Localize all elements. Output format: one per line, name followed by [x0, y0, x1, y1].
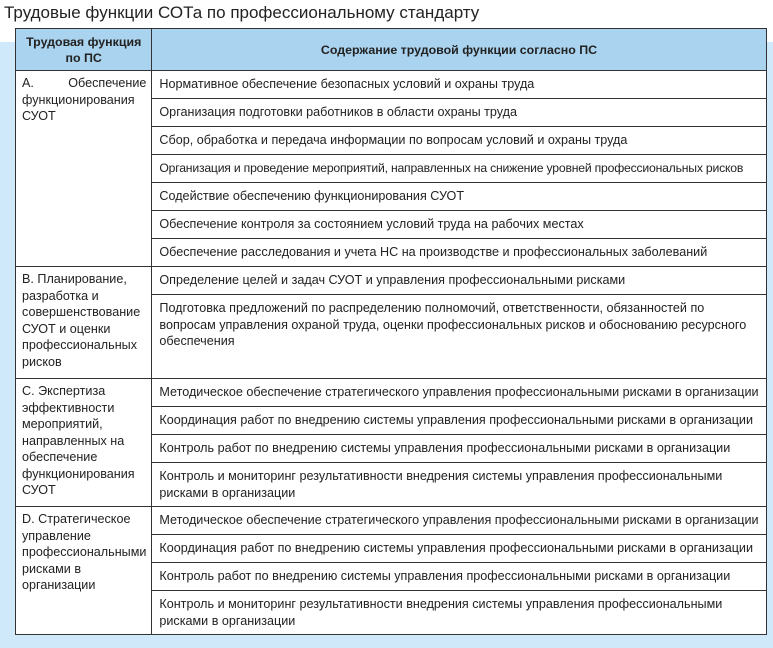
content-cell: Координация работ по внедрению системы управления профессиональными рисками в организации: [152, 535, 766, 563]
header-row: [16, 29, 767, 71]
content-cell: Методическое обеспечение стратегического управления профессиональными рисками в организации: [152, 507, 766, 535]
content-cell: Организация подготовки работников в области охраны труда: [152, 99, 766, 127]
function-b: В. Планирование, разработка и совершенствование СУОТ и оценки профессиональных рисков: [16, 267, 152, 379]
function-c: С. Экспертиза эффективности мероприятий, направленных на обеспечение функционирования СУОТ: [16, 379, 152, 507]
table-row: [16, 379, 767, 407]
content-cell: Контроль работ по внедрению системы управления профессиональными рисками в организации: [152, 563, 766, 591]
content-cell: Организация и проведение мероприятий, направленных на снижение уровней профессиональных рисков: [152, 155, 766, 183]
table-row: [16, 507, 767, 535]
content-cell: Содействие обеспечению функционирования СУОТ: [152, 183, 766, 211]
content-cell: Контроль работ по внедрению системы управления профессиональными рисками в организации: [152, 435, 766, 463]
content-cell: Контроль и мониторинг результативности внедрения системы управления профессиональными рисками в организации: [152, 591, 766, 635]
content-cell: Методическое обеспечение стратегического управления профессиональными рисками в организации: [152, 379, 766, 407]
content-cell: Сбор, обработка и передача информации по вопросам условий и охраны труда: [152, 127, 766, 155]
content-cell: Нормативное обеспечение безопасных условий и охраны труда: [152, 71, 766, 99]
header-content: Содержание трудовой функции согласно ПС: [152, 29, 766, 71]
function-d: D. Стратегическое управление профессиональными рисками в организации: [16, 507, 152, 635]
labor-functions-table: [15, 28, 767, 635]
content-cell: Обеспечение расследования и учета НС на производстве и профессиональных заболеваний: [152, 239, 766, 267]
content-cell: Координация работ по внедрению системы управления профессиональными рисками в организации: [152, 407, 766, 435]
content-cell: Определение целей и задач СУОТ и управления профессиональными рисками: [152, 267, 766, 295]
function-a: А. Обеспечение функционирования СУОТ: [16, 71, 152, 267]
header-function: Трудовая функция по ПС: [16, 29, 152, 71]
content-cell: Контроль и мониторинг результативности внедрения системы управления профессиональными рисками в организации: [152, 463, 766, 507]
table-row: [16, 267, 767, 295]
table-title: Трудовые функции СОТа по профессиональному стандарту: [4, 3, 480, 22]
content-cell: Обеспечение контроля за состоянием условий труда на рабочих местах: [152, 211, 766, 239]
content-cell: Подготовка предложений по распределению полномочий, ответственности, обязанностей по вопросам управления охраной труда, оценки профессиональных рисков и обоснованию ресурсного обеспечения: [152, 295, 766, 379]
table-row: [16, 71, 767, 99]
